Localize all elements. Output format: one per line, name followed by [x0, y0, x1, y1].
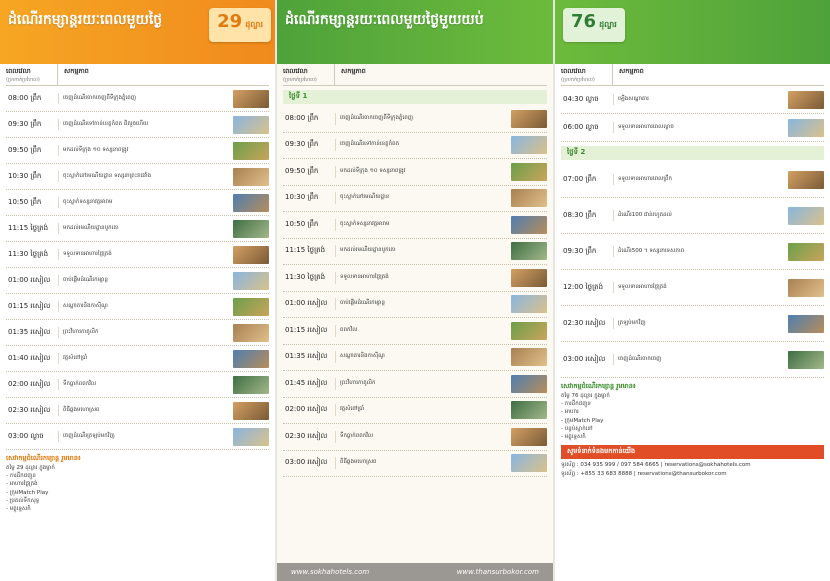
table-row — [283, 133, 547, 160]
row-activity: ចុះស្នាក់នៅរមណីយដ្ឋាន — [335, 192, 509, 204]
table-row — [561, 114, 824, 142]
table-row — [283, 265, 547, 292]
row-photo — [511, 242, 547, 260]
table-row — [6, 86, 269, 112]
day-two-label: ថ្ងៃទី 2 — [561, 146, 824, 160]
row-time: 08:30 ព្រឹក — [563, 210, 597, 219]
row-activity: ឡើងសណ្ឋាគារ — [613, 94, 786, 106]
row-photo — [233, 272, 269, 290]
table-row — [561, 234, 824, 270]
footer-link-sokha[interactable]: www.sokhahotels.com — [291, 568, 370, 576]
list-item: - បន្ទប់ស្នាក់នៅ — [561, 425, 593, 432]
row-time: 08:00 ព្រឹក — [8, 93, 42, 102]
activity-column-header: សកម្មភាព — [64, 67, 89, 75]
list-item: - ក្រុមMatch Play — [561, 417, 604, 424]
row-photo — [788, 171, 824, 189]
row-photo — [511, 216, 547, 234]
row-photo — [233, 402, 269, 420]
table-row — [283, 212, 547, 239]
row-time: 11:15 ថ្ងៃត្រង់ — [8, 223, 49, 232]
row-activity: ពិធីឆ្លងមហោស្រព — [58, 405, 231, 417]
row-time: 03:00 ល្ងាច — [8, 431, 44, 440]
row-time: 01:00 រសៀល — [8, 275, 51, 284]
row-activity: មកដល់ទីក្រុង ១០ ទស្សនាពង្រូវ — [58, 145, 231, 157]
table-row — [283, 424, 547, 451]
row-time: 02:00 រសៀល — [285, 405, 328, 414]
table-row — [561, 162, 824, 198]
row-activity: ចុះស្នាក់ទស្សនាវត្តអារាម — [335, 219, 509, 231]
table-row — [6, 138, 269, 164]
table-row — [6, 346, 269, 372]
table-row — [283, 159, 547, 186]
row-time: 10:50 ព្រឹក — [8, 197, 42, 206]
schedule-list — [0, 86, 275, 450]
list-item: - អាហារថ្ងៃត្រង់ — [6, 481, 38, 488]
row-photo — [511, 163, 547, 181]
row-photo — [233, 246, 269, 264]
row-activity: វត្តសំពៅប្រាំ — [58, 353, 231, 365]
list-item: ទូរស័ព្ទ : +855 33 683 8888 | reservations@thansurbokor.com — [561, 470, 727, 477]
overnight-tour-panel-continued — [555, 0, 830, 581]
row-time: 08:00 ព្រឹក — [285, 113, 319, 122]
row-photo — [788, 351, 824, 369]
row-activity: ពិធីឆ្លងមហោស្រព — [335, 457, 509, 469]
row-activity: មកដល់រមណីយដ្ឋានបូកគោ — [58, 223, 231, 235]
row-time: 01:35 រសៀល — [285, 352, 328, 361]
list-item: - ប្រគល់ទឹកសុទ្ធ — [6, 497, 40, 504]
time-column-header: ពេលវេលា (ប្រហាក់ប្រហែល) — [6, 64, 58, 85]
table-row — [561, 270, 824, 306]
row-activity: ចេញដំណើរចាកចេញ — [613, 354, 786, 366]
price-badge — [563, 8, 625, 42]
row-time: 03:00 រសៀល — [285, 458, 328, 467]
row-activity: ចេញដំណើរចាកចេញពីទីក្រុងភ្នំពេញ — [335, 113, 509, 125]
table-row — [6, 112, 269, 138]
row-photo — [233, 324, 269, 342]
table-row — [561, 198, 824, 234]
table-row — [6, 398, 269, 424]
row-activity: ចេញដំណើរទៅកាន់ខេត្តកំពត ជិតរួចហើយ — [58, 119, 231, 131]
activity-column-header: សកម្មភាព — [619, 67, 644, 75]
panel-header — [0, 0, 275, 64]
overnight-tour-panel — [277, 0, 553, 581]
schedule-header — [561, 64, 824, 86]
panel-header — [277, 0, 553, 64]
row-time: 02:30 រសៀល — [563, 318, 606, 327]
row-photo — [233, 428, 269, 446]
row-activity: ចុះស្នាក់នៅរមណីយដ្ឋាន ទស្សនាព្រះរាជវាំង — [58, 171, 231, 183]
row-activity: ទទួលទានអាហារថ្ងៃត្រង់ — [58, 249, 231, 261]
price-value: 76 — [571, 11, 597, 32]
price-unit: ដុល្លារ — [245, 20, 263, 29]
price-badge — [209, 8, 271, 42]
row-photo — [233, 298, 269, 316]
row-activity: មកដល់រមណីយដ្ឋានបូកគោ — [335, 245, 509, 257]
one-day-tour-panel — [0, 0, 275, 581]
table-row — [6, 372, 269, 398]
table-row — [6, 190, 269, 216]
list-item: តម្លៃ 76 ដុល្លារ ក្នុងម្នាក់ — [561, 392, 610, 399]
included-heading: សេវាកម្មដំណើរកម្សាន្ត រួមមាន៖ — [561, 382, 636, 390]
included-services — [6, 454, 269, 513]
table-row — [6, 216, 269, 242]
row-activity: មកដល់ទីក្រុង ១០ ទស្សនាពង្រូវ — [335, 166, 509, 178]
schedule-header — [6, 64, 269, 86]
row-time: 02:30 រសៀល — [8, 405, 51, 414]
row-time: 01:45 រសៀល — [285, 378, 328, 387]
list-item: - ការដឹកជញ្ជូន — [561, 401, 591, 407]
row-activity: ទឹកធ្លាក់ពពកវិល — [335, 431, 509, 443]
row-photo — [233, 220, 269, 238]
row-activity: ទឹកធ្លាក់ពពកវិល — [58, 379, 231, 391]
row-photo — [233, 350, 269, 368]
row-activity: សណ្ឋាគារនិងកាស៊ីណូ — [58, 301, 231, 313]
row-photo — [511, 454, 547, 472]
row-activity: ត្រឡប់មកវិញ — [613, 318, 786, 330]
row-time: 09:50 ព្រឹក — [8, 145, 42, 154]
row-activity: ដំណើរ100 ជាន់រហូតដល់ — [613, 210, 786, 222]
row-time: 01:15 រសៀល — [285, 325, 328, 334]
table-row — [6, 294, 269, 320]
row-activity: ចេញដំណើរត្រឡប់មកវិញ — [58, 431, 231, 443]
row-time: 09:30 ព្រឹក — [285, 140, 319, 149]
included-services — [561, 382, 824, 441]
row-time: 06:00 ល្ងាច — [563, 122, 599, 131]
time-column-header: ពេលវេលា (ប្រហាក់ប្រហែល) — [283, 64, 335, 85]
price-value: 29 — [217, 11, 243, 32]
table-row — [283, 451, 547, 478]
time-column-header: ពេលវេលា (ប្រហាក់ប្រហែល) — [561, 64, 613, 85]
table-row — [561, 86, 824, 114]
price-unit: ដុល្លារ — [599, 20, 617, 29]
row-photo — [511, 401, 547, 419]
row-time: 03:00 រសៀល — [563, 354, 606, 363]
row-time: 01:40 រសៀល — [8, 353, 51, 362]
row-activity: ទទួលទានអាហារពេលល្ងាច — [613, 122, 786, 134]
contact-heading: សូមទំនាក់ទំនងមកកាន់យើង — [561, 445, 824, 459]
row-activity: ចេញដំណើរចាកចេញពីទីក្រុងភ្នំពេញ — [58, 93, 231, 105]
row-photo — [511, 110, 547, 128]
row-time: 10:30 ព្រឹក — [285, 193, 319, 202]
row-photo — [788, 243, 824, 261]
row-photo — [788, 207, 824, 225]
row-time: 01:15 រសៀល — [8, 301, 51, 310]
list-item: - ការដឹកជញ្ជូន — [6, 473, 36, 479]
row-photo — [511, 322, 547, 340]
row-time: 01:00 រសៀល — [285, 299, 328, 308]
list-item: - ក្រុមMatch Play — [6, 489, 49, 496]
row-activity: ទទួលទានអាហារថ្ងៃត្រង់ — [335, 272, 509, 284]
list-item: - អាហារ — [561, 409, 579, 416]
included-heading: សេវាកម្មដំណើរកម្សាន្ត រួមមាន៖ — [6, 454, 81, 462]
row-time: 10:50 ព្រឹក — [285, 219, 319, 228]
row-activity: សណ្ឋាគារនិងកាស៊ីណូ — [335, 351, 509, 363]
row-photo — [788, 315, 824, 333]
table-row — [283, 186, 547, 213]
row-time: 09:50 ព្រឹក — [285, 166, 319, 175]
row-photo — [511, 295, 547, 313]
day-one-label: ថ្ងៃទី 1 — [283, 90, 547, 104]
panel-title: ដំណើរកម្សាន្តរយៈពេលមួយថ្ងៃ — [8, 12, 163, 28]
row-time: 09:30 ព្រឹក — [563, 246, 597, 255]
row-time: 10:30 ព្រឹក — [8, 171, 42, 180]
list-item: - មគ្គុទ្ទេសក៍ — [561, 434, 586, 440]
row-photo — [233, 116, 269, 134]
row-photo — [511, 269, 547, 287]
row-activity: ព្រះវិហារកាតូលិក — [58, 327, 231, 339]
table-row — [6, 268, 269, 294]
table-row — [6, 424, 269, 450]
row-photo — [511, 375, 547, 393]
table-row — [283, 345, 547, 372]
panel-header — [555, 0, 830, 64]
row-time: 12:00 ថ្ងៃត្រង់ — [563, 282, 604, 291]
table-row — [6, 320, 269, 346]
row-time: 02:30 រសៀល — [285, 431, 328, 440]
row-activity: ទទួលទានអាហារពេលព្រឹក — [613, 174, 786, 186]
table-row — [561, 342, 824, 378]
activity-column-header: សកម្មភាព — [341, 67, 366, 75]
row-photo — [233, 194, 269, 212]
list-item: - មគ្គុទ្ទេសក៍ — [6, 506, 31, 512]
row-activity: ពពកវិល — [335, 325, 509, 337]
table-row — [283, 398, 547, 425]
row-photo — [233, 168, 269, 186]
row-photo — [233, 90, 269, 108]
row-activity: ទទួលទានអាហារថ្ងៃត្រង់ — [613, 282, 786, 294]
table-row — [283, 292, 547, 319]
row-time: 11:30 ថ្ងៃត្រង់ — [8, 249, 49, 258]
row-photo — [511, 189, 547, 207]
footer-link-thansur[interactable]: www.thansurbokor.com — [456, 568, 539, 576]
row-activity: ចាប់ផ្ដើមដំណើរកម្សាន្ត — [335, 298, 509, 310]
list-item: ទូរស័ព្ទ : 034 935 999 / 097 584 6665 | reservations@sokhahotels.com — [561, 462, 751, 469]
contact-details — [561, 461, 824, 478]
row-time: 09:30 ព្រឹក — [8, 119, 42, 128]
row-time: 02:00 រសៀល — [8, 379, 51, 388]
row-activity: ដំណើរ500 ។ ទស្សនាទេសភាព — [613, 246, 786, 258]
row-photo — [511, 428, 547, 446]
row-time: 07:00 ព្រឹក — [563, 174, 597, 183]
row-time: 11:15 ថ្ងៃត្រង់ — [285, 246, 326, 255]
row-photo — [788, 91, 824, 109]
list-item: តម្លៃ 29 ដុល្លារ ក្នុងម្នាក់ — [6, 464, 55, 471]
table-row — [6, 242, 269, 268]
row-activity: ចុះស្នាក់ទស្សនាវត្តអារាម — [58, 197, 231, 209]
row-activity: ចេញដំណើរទៅកាន់ខេត្តកំពត — [335, 139, 509, 151]
panel-title: ដំណើរកម្សាន្តរយៈពេលមួយថ្ងៃមួយយប់ — [285, 12, 484, 28]
row-time: 11:30 ថ្ងៃត្រង់ — [285, 272, 326, 281]
table-row — [283, 371, 547, 398]
row-photo — [233, 376, 269, 394]
row-time: 01:35 រសៀល — [8, 327, 51, 336]
row-time: 04:30 ល្ងាច — [563, 94, 599, 103]
table-row — [6, 164, 269, 190]
row-activity: ព្រះវិហារកាតូលិក — [335, 378, 509, 390]
row-activity: វត្តសំពៅប្រាំ — [335, 404, 509, 416]
included-list — [561, 392, 824, 442]
table-row — [561, 306, 824, 342]
table-row — [283, 239, 547, 266]
row-photo — [788, 279, 824, 297]
footer-bar — [277, 563, 553, 581]
row-photo — [511, 136, 547, 154]
row-photo — [511, 348, 547, 366]
schedule-header — [283, 64, 547, 86]
schedule-list — [555, 86, 830, 142]
schedule-list — [277, 106, 553, 477]
row-photo — [233, 142, 269, 160]
schedule-list — [555, 162, 830, 378]
included-list — [6, 464, 269, 514]
row-photo — [788, 119, 824, 137]
table-row — [283, 318, 547, 345]
row-activity: ចាប់ផ្ដើមដំណើរកម្សាន្ត — [58, 275, 231, 287]
table-row — [283, 106, 547, 133]
